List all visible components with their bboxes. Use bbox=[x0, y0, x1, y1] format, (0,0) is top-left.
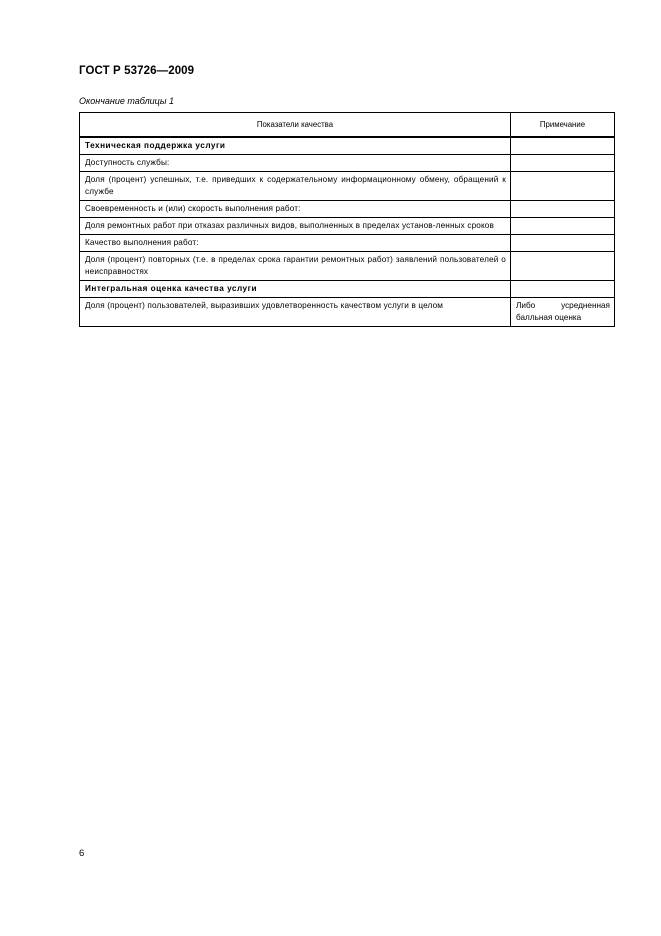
table-caption: Окончание таблицы 1 bbox=[79, 96, 174, 106]
table-row bbox=[80, 201, 615, 218]
table-row bbox=[80, 172, 615, 201]
column-header-note: Примечание bbox=[511, 113, 615, 138]
table-row bbox=[80, 218, 615, 235]
table-row bbox=[80, 298, 615, 327]
indicator-cell: Своевременность и (или) скорость выполнения работ: bbox=[80, 201, 511, 218]
table-row bbox=[80, 252, 615, 281]
indicator-cell: Качество выполнения работ: bbox=[80, 235, 511, 252]
indicator-cell: Доступность службы: bbox=[80, 155, 511, 172]
page-number: 6 bbox=[79, 848, 85, 859]
table-row bbox=[80, 235, 615, 252]
section-row-technical-support bbox=[80, 137, 615, 155]
indicator-cell: Интегральная оценка качества услуги bbox=[80, 281, 511, 298]
note-cell bbox=[511, 281, 615, 298]
note-cell bbox=[511, 252, 615, 281]
note-cell bbox=[511, 235, 615, 252]
indicator-cell: Доля (процент) повторных (т.е. в пределах срока гарантии ремонтных работ) заявлений пользователей о неисправностях bbox=[80, 252, 511, 281]
note-cell bbox=[511, 218, 615, 235]
note-cell bbox=[511, 201, 615, 218]
note-cell bbox=[511, 137, 615, 155]
quality-indicators-table bbox=[79, 112, 615, 327]
note-cell: Либо усредненная балльная оценка bbox=[511, 298, 615, 327]
indicator-cell: Доля (процент) пользователей, выразивших удовлетворенность качеством услуги в целом bbox=[80, 298, 511, 327]
column-header-indicators: Показатели качества bbox=[80, 113, 511, 138]
table-header-row bbox=[80, 113, 615, 138]
indicator-cell: Техническая поддержка услуги bbox=[80, 137, 511, 155]
note-cell bbox=[511, 172, 615, 201]
document-code: ГОСТ Р 53726—2009 bbox=[79, 65, 195, 77]
table-row bbox=[80, 155, 615, 172]
indicator-cell: Доля ремонтных работ при отказах различных видов, выполненных в пределах установ-ленных сроков bbox=[80, 218, 511, 235]
indicator-cell: Доля (процент) успешных, т.е. приведших к содержательному информационному обмену, обращений к службе bbox=[80, 172, 511, 201]
note-cell bbox=[511, 155, 615, 172]
section-row-integral-assessment bbox=[80, 281, 615, 298]
